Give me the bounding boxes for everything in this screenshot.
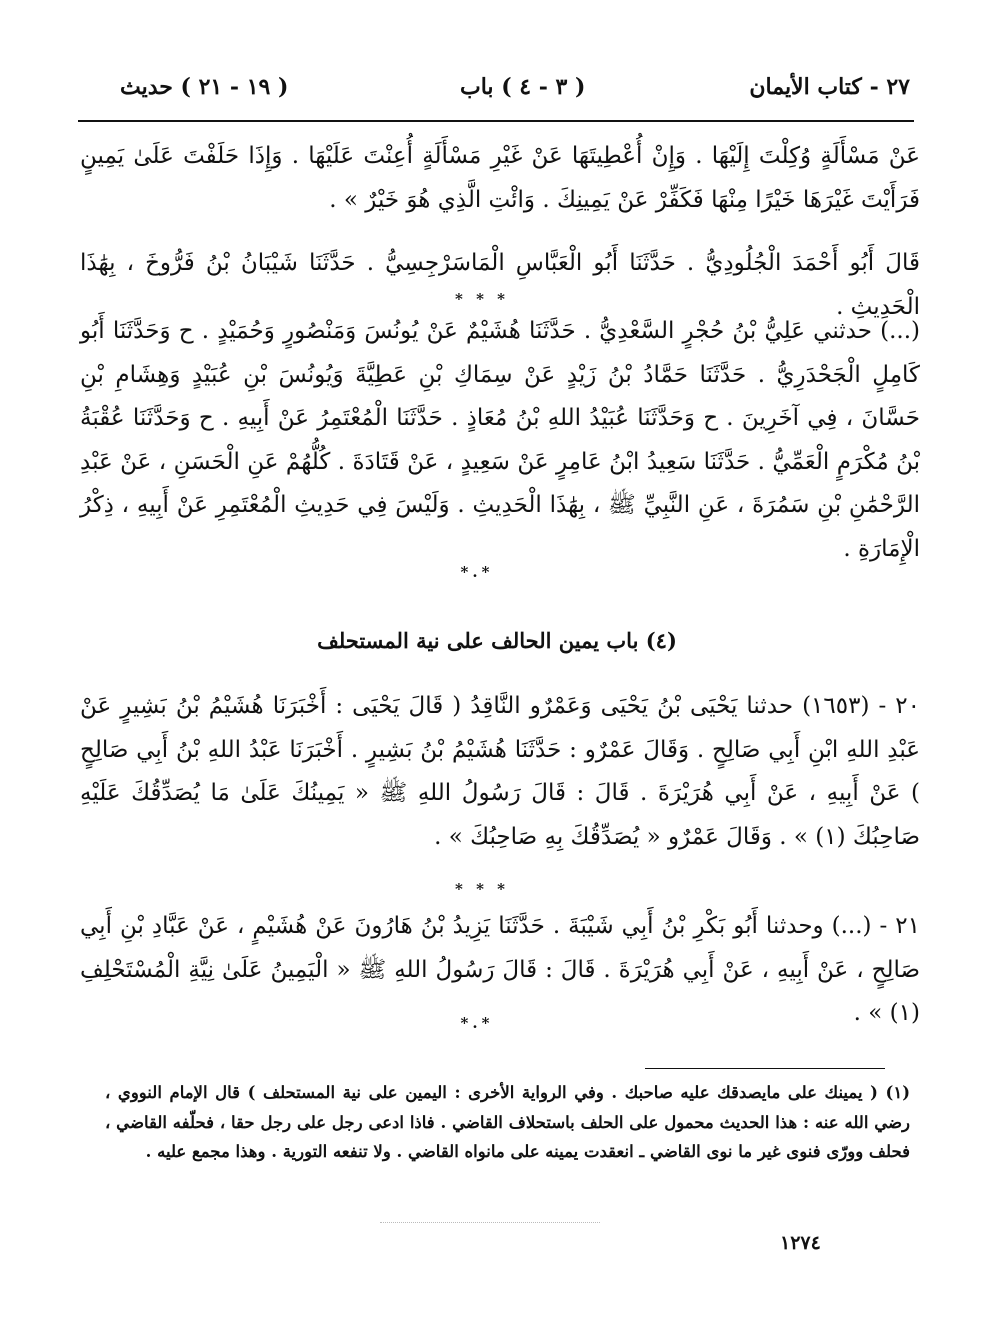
hadith-21-paragraph: ٢١ - (...) وحدثنا أَبُو بَكْرِ بْنُ أَبِي شَيْبَةَ . حَدَّثَنَا يَزِيدُ بْنُ هَارُونَ عَنْ هُشَيْمٍ ، عَنْ عَبَّادِ بْنِ أَبِي صَالِحٍ ، عَنْ أَبِيهِ ، عَنْ أَبِي هُرَيْرَةَ . قَالَ : قَالَ رَسُولُ اللهِ ﷺ « الْيَمِينُ عَلَىٰ نِيَّةِ الْمُسْتَحْلِفِ (١) » .: [80, 913, 920, 1026]
header-divider: [78, 120, 914, 122]
stars-separator: *.*: [460, 563, 494, 581]
stars-separator: * * *: [455, 880, 509, 898]
stars-separator: * * *: [455, 290, 509, 308]
hadith-chain-paragraph: (...) حدثني عَلِيُّ بْنُ حُجْرٍ السَّعْدِيُّ . حَدَّثَنَا هُشَيْمٌ عَنْ يُونُسَ وَمَنْصُورٍ وَحُمَيْدٍ . ح وَحَدَّثَنَا أَبُو كَامِلٍ الْجَحْدَرِيُّ . حَدَّثَنَا حَمَّادُ بْنُ زَيْدٍ عَنْ سِمَاكِ بْنِ عَطِيَّةَ وَيُونُسَ بْنِ عُبَيْدٍ وَهِشَامِ بْنِ حَسَّانَ ، فِي آخَرِينَ . ح وَحَدَّثَنَا عُبَيْدُ اللهِ بْنُ مُعَاذٍ . حَدَّثَنَا الْمُعْتَمِرُ عَنْ أَبِيهِ . ح وَحَدَّثَنَا عُقْبَةُ بْنُ مُكْرَمٍ الْعَمِّيُّ . حَدَّثَنَا سَعِيدُ ابْنُ عَامِرٍ عَنْ سَعِيدٍ ، عَنْ قَتَادَةَ . كُلُّهُمْ عَنِ الْحَسَنِ ، عَنْ عَبْدِ الرَّحْمَٰنِ بْنِ سَمُرَةَ ، عَنِ النَّبِيِّ ﷺ ، بِهَٰذَا الْحَدِيثِ . وَلَيْسَ فِي حَدِيثِ الْمُعْتَمِرِ عَنْ أَبِيهِ ، ذِكْرُ الْإِمَارَةِ .: [80, 318, 920, 562]
scan-speck-line: [380, 1222, 600, 1223]
hadith-20-paragraph: ٢٠ - (١٦٥٣) حدثنا يَحْيَى بْنُ يَحْيَى وَعَمْرٌو النَّاقِدُ ( قَالَ يَحْيَى : أَخْبَرَنَا هُشَيْمُ بْنُ بَشِيرٍ عَنْ عَبْدِ اللهِ ابْنِ أَبِي صَالِحٍ . وَقَالَ عَمْرٌو : حَدَّثَنَا هُشَيْمُ بْنُ بَشِيرٍ . أَخْبَرَنَا عَبْدُ اللهِ بْنُ أَبِي صَالِحٍ ) عَنْ أَبِيهِ ، عَنْ أَبِي هُرَيْرَةَ . قَالَ : قَالَ رَسُولُ اللهِ ﷺ « يَمِينُكَ عَلَىٰ مَا يُصَدِّقُكَ عَلَيْهِ صَاحِبُكَ (١) » . وَقَالَ عَمْرٌو « يُصَدِّقُكَ بِهِ صَاحِبُكَ » .: [80, 693, 920, 850]
footnote-text: (١) ( يمينك على مايصدقك عليه صاحبك . وفي الرواية الأخرى : اليمين على نية المستحلف ) قال الإمام النووي ، رضي الله عنه : هذا الحديث محمول على الحلف باستحلاف القاضي . فاذا ادعى رجل على رجل حقا ، فحلّفه القاضي ، فحلف وورّى فنوى غير ما نوى القاضي ـ انعقدت يمينه على مانواه القاضي . ولا تنفعه التورية . وهذا مجمع عليه .: [105, 1083, 910, 1161]
header-hadith-range: ( ١٩ - ٢١ ) حديث: [120, 74, 289, 100]
chapter-title: (٤) باب يمين الحالف على نية المستحلف: [317, 628, 677, 653]
footnote-divider: [645, 1068, 885, 1069]
running-header: [80, 70, 910, 110]
stars-separator: *.*: [460, 1014, 494, 1032]
narration-chain-jaludi: قَالَ أَبُو أَحْمَدَ الْجُلُودِيُّ . حَدَّثَنَا أَبُو الْعَبَّاسِ الْمَاسَرْجِسِيُّ . حَدَّثَنَا شَيْبَانُ بْنُ فَرُّوخَ ، بِهَٰذَا الْحَدِيثِ .: [80, 250, 920, 320]
page-number: ١٢٧٤: [780, 1232, 821, 1254]
header-bab-range: ( ٣ - ٤ ) باب: [460, 74, 586, 100]
hadith-continuation-text: عَنْ مَسْأَلَةٍ وُكِلْتَ إِلَيْهَا . وَإِنْ أُعْطِيتَهَا عَنْ غَيْرِ مَسْأَلَةٍ أُعِنْتَ عَلَيْهَا . وَإِذَا حَلَفْتَ عَلَىٰ يَمِينٍ فَرَأَيْتَ غَيْرَهَا خَيْرًا مِنْهَا فَكَفِّرْ عَنْ يَمِينِكَ . وَائْتِ الَّذِي هُوَ خَيْرٌ » .: [80, 143, 920, 213]
header-book-title: ٢٧ - كتاب الأيمان: [749, 74, 910, 100]
